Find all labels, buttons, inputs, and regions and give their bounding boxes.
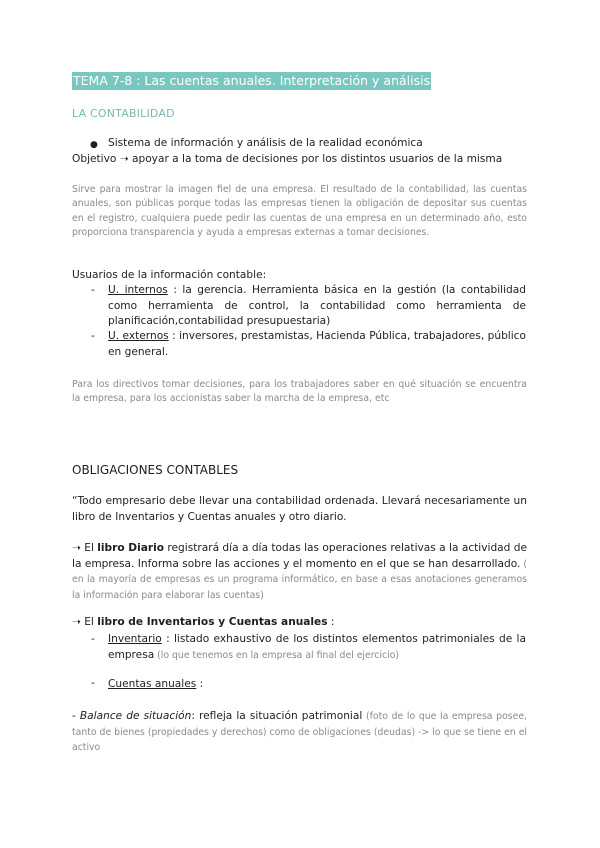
cuentas-item — [108, 677, 203, 692]
external-users-text: : inversores, prestamistas, Hacienda Pública, trabajadores, público en general. — [108, 330, 526, 358]
section-heading-contabilidad: LA CONTABILIDAD — [72, 107, 175, 120]
inventario-item — [108, 632, 526, 663]
arrow-prefix: ➝ El — [72, 616, 98, 628]
inventarios-heading — [72, 615, 334, 630]
cuentas-label: Cuentas anuales — [108, 678, 197, 690]
diario-note: ( en la mayoría de empresas es un programa informático, en base a esas anotaciones generamos la información para elaborar las cuentas) — [72, 558, 527, 601]
balance-italic: Balance de situación — [79, 710, 192, 722]
diario-text: registrará día a día todas las operaciones relativas a la actividad de la empresa. Informa sobre las acciones y el momento en el que se han desarrollado. — [72, 542, 528, 570]
users-title: Usuarios de la información contable: — [72, 269, 267, 281]
intro-paragraph: Sirve para mostrar la imagen fiel de una empresa. El resultado de la contabilidad, las cuentas anuales, son públicas porque todas las empresas tienen la obligación de depositar sus cuentas en el registro, cualquiera puede pedir las cuentas de una empresa en un determinado año, esto proporciona transparencia y ayuda a empresas externas a tomar decisiones. — [72, 184, 527, 239]
dash-bullet: - — [91, 284, 95, 296]
page-title: TEMA 7-8 : Las cuentas anuales. Interpretación y análisis — [73, 73, 431, 88]
internal-users-label: U. internos — [108, 284, 168, 296]
dash-bullet: - — [91, 330, 95, 342]
cuentas-suffix: : — [196, 678, 204, 690]
dash-bullet: - — [91, 677, 95, 689]
closing-paragraph: Para los directivos tomar decisiones, para los trabajadores saber en qué situación se encuentra la empresa, para los accionistas saber la marcha de la empresa, etc — [72, 379, 527, 405]
external-users-label: U. externos — [108, 330, 169, 342]
balance-paragraph — [72, 709, 527, 756]
inventario-text: : listado exhaustivo de los distintos elementos patrimoniales de la empresa — [108, 633, 526, 661]
internal-users-item — [108, 283, 526, 330]
balance-note: (foto de lo que la empresa posee, tanto de bienes (propiedades y derechos) como de obligaciones (deudas) -> lo que se tiene en el activo — [72, 711, 527, 754]
inventario-label: Inventario — [108, 633, 162, 645]
diario-paragraph — [72, 541, 527, 603]
arrow-prefix: ➝ El — [72, 542, 98, 554]
objective-line: Objetivo ➝ apoyar a la toma de decisiones por los distintos usuarios de la misma — [72, 153, 503, 165]
balance-text: : refleja la situación patrimonial — [191, 710, 363, 722]
inventarios-suffix: : — [327, 616, 335, 628]
inventario-note: (lo que tenemos en la empresa al final del ejercicio) — [154, 649, 400, 661]
bullet-text: Sistema de información y análisis de la realidad económica — [108, 137, 423, 149]
external-users-item — [108, 329, 526, 360]
diario-bold: libro Diario — [97, 542, 165, 554]
section-heading-obligaciones: OBLIGACIONES CONTABLES — [72, 463, 239, 477]
bullet-dot: ● — [90, 140, 98, 150]
dash-bullet: - — [91, 633, 95, 645]
quote-paragraph: “Todo empresario debe llevar una contabilidad ordenada. Llevará necesariamente un libro de Inventarios y Cuentas anuales y otro diario. — [72, 495, 527, 523]
balance-prefix: - — [72, 710, 80, 722]
internal-users-text: : la gerencia. Herramienta básica en la gestión (la contabilidad como herramienta de control, la contabilidad como herramienta de planificación,contabilidad presupuestaria) — [108, 284, 526, 328]
inventarios-bold: libro de Inventarios y Cuentas anuales — [97, 616, 328, 628]
